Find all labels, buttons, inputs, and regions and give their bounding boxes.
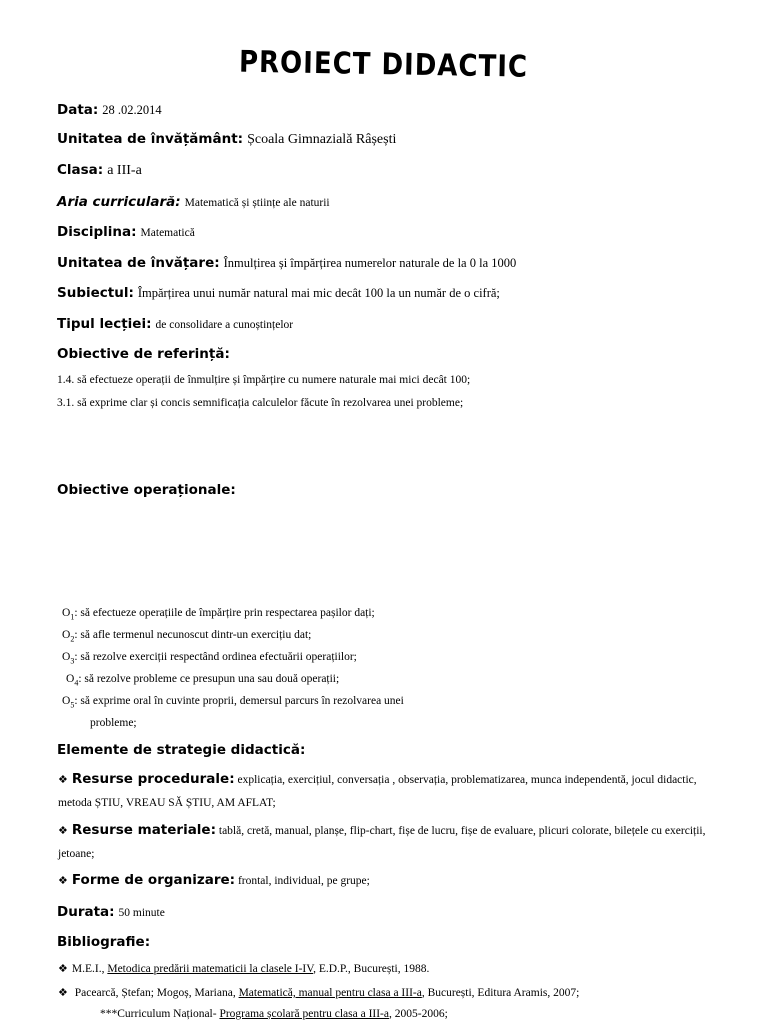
bibliography-item (58, 986, 579, 999)
field-value: de consolidare a cunoștințelor (155, 319, 294, 331)
objective-code: O (62, 651, 71, 663)
bib-pre: Pacearcă, Ștefan; Mogoș, Mariana, (71, 987, 239, 999)
operational-continuation: probleme; (90, 717, 137, 729)
field-label: Durata: (57, 904, 115, 920)
bib-title: Programa școlară pentru clasa a III-a (219, 1008, 389, 1020)
field-value: 50 minute (118, 907, 165, 919)
referinta-item: 3.1. să exprime clar și concis semnificația calculelor făcute în rezolvarea unei probleme; (57, 397, 464, 409)
diamond-bullet-icon: ❖ (58, 986, 68, 999)
section-heading: Obiective de referință: (57, 346, 230, 362)
operational-item (62, 695, 404, 709)
field-value: 28 .02.2014 (102, 103, 162, 117)
bullet-label: Resurse procedurale: (71, 771, 235, 787)
field-label: Tipul lecției: (57, 316, 152, 332)
field-subiectul (57, 284, 500, 302)
diamond-bullet-icon: ❖ (58, 874, 68, 887)
field-label: Subiectul: (57, 285, 134, 301)
bib-title: Matematică, manual pentru clasa a III-a (238, 987, 422, 999)
bib-post: , București, Editura Aramis, 2007; (421, 987, 580, 999)
resurse-materiale (58, 819, 706, 866)
bib-pre: ***Curriculum Național- (100, 1008, 220, 1020)
objective-text: : să rezolve exerciții respectând ordinea efectuării operațiilor; (74, 651, 357, 663)
bullet-text: tablă, cretă, manual, planșe, flip-chart, fișe de lucru, fișe de evaluare, plicuri colorate, bilețele cu exerciții, jetoane; (58, 825, 706, 860)
objective-code: O (62, 629, 71, 641)
strategie-heading (57, 741, 305, 759)
section-heading: Obiective operaționale: (57, 482, 236, 498)
document-title: PROIECT DIDACTIC (239, 45, 529, 85)
objective-sub: 3 (70, 656, 75, 666)
objective-sub: 2 (70, 634, 75, 644)
objective-sub: 1 (70, 612, 75, 622)
objective-sub: 4 (74, 678, 79, 688)
field-value: a III-a (107, 163, 142, 178)
field-value: Școala Gimnazială Râșești (247, 132, 397, 147)
diamond-bullet-icon: ❖ (58, 962, 68, 975)
field-unitatea-invatamant (57, 130, 396, 148)
operational-item (62, 607, 375, 621)
bib-title: Metodica predării matematicii la clasele I-IV (107, 963, 314, 975)
objective-code: O (62, 695, 71, 707)
objective-text: : să rezolve probleme ce presupun una sau două operații; (78, 673, 340, 685)
field-unitatea-invatare (57, 254, 516, 272)
field-label: Disciplina: (57, 224, 137, 240)
bullet-text: frontal, individual, pe grupe; (237, 875, 370, 887)
field-value: Împărțirea unui număr natural mai mic decât 100 la un număr de o cifră; (137, 286, 500, 300)
title-block (0, 45, 768, 85)
field-label: Clasa: (57, 162, 104, 178)
forme-organizare (58, 869, 706, 893)
bullet-label: Forme de organizare: (71, 872, 236, 888)
referinta-item: 1.4. să efectueze operații de înmulțire și împărțire cu numere naturale mai mici decât 100; (57, 374, 471, 386)
bibliografie-heading (57, 933, 150, 951)
field-value: Matematică și științe ale naturii (184, 197, 330, 209)
section-heading: Bibliografie: (57, 934, 151, 950)
operational-item (62, 629, 311, 643)
resurse-procedurale (58, 768, 706, 815)
field-label: Aria curriculară: (57, 194, 181, 210)
bib-pre: M.E.I., (71, 963, 108, 975)
bibliography-item (100, 1008, 448, 1020)
obiective-referinta-heading (57, 345, 230, 363)
field-clasa (57, 161, 142, 179)
bib-post: , 2005-2006; (389, 1008, 448, 1020)
field-label: Unitatea de învățare: (57, 255, 220, 271)
field-label: Data: (57, 102, 99, 118)
objective-text: : să efectueze operațiile de împărțire prin respectarea pașilor dați; (74, 607, 375, 619)
field-aria (57, 193, 330, 211)
obiective-operationale-heading (57, 481, 236, 499)
bullet-text: explicația, exercițiul, conversația , observația, problematizarea, munca independentă, jocul didactic, metoda ȘTIU, VREAU SĂ ȘTIU, AM AFLAT; (58, 774, 697, 809)
field-label: Unitatea de învățământ: (57, 131, 244, 147)
operational-item (66, 673, 339, 687)
diamond-bullet-icon: ❖ (58, 824, 68, 837)
field-value: Matematică (140, 227, 195, 239)
bibliography-item (58, 962, 429, 975)
field-durata (57, 903, 165, 921)
field-tipul (57, 315, 293, 333)
objective-sub: 5 (70, 700, 75, 710)
field-data (57, 101, 162, 119)
bib-post: , E.D.P., București, 1988. (313, 963, 430, 975)
objective-code: O (66, 673, 75, 685)
field-value: Înmulțirea și împărțirea numerelor naturale de la 0 la 1000 (223, 256, 517, 270)
objective-code: O (62, 607, 71, 619)
objective-text: : să exprime oral în cuvinte proprii, demersul parcurs în rezolvarea unei (74, 695, 404, 707)
objective-text: : să afle termenul necunoscut dintr-un exercițiu dat; (74, 629, 312, 641)
field-disciplina (57, 223, 195, 241)
bullet-label: Resurse materiale: (71, 822, 216, 838)
operational-item (62, 651, 357, 665)
section-heading: Elemente de strategie didactică: (57, 742, 306, 758)
diamond-bullet-icon: ❖ (58, 773, 68, 786)
